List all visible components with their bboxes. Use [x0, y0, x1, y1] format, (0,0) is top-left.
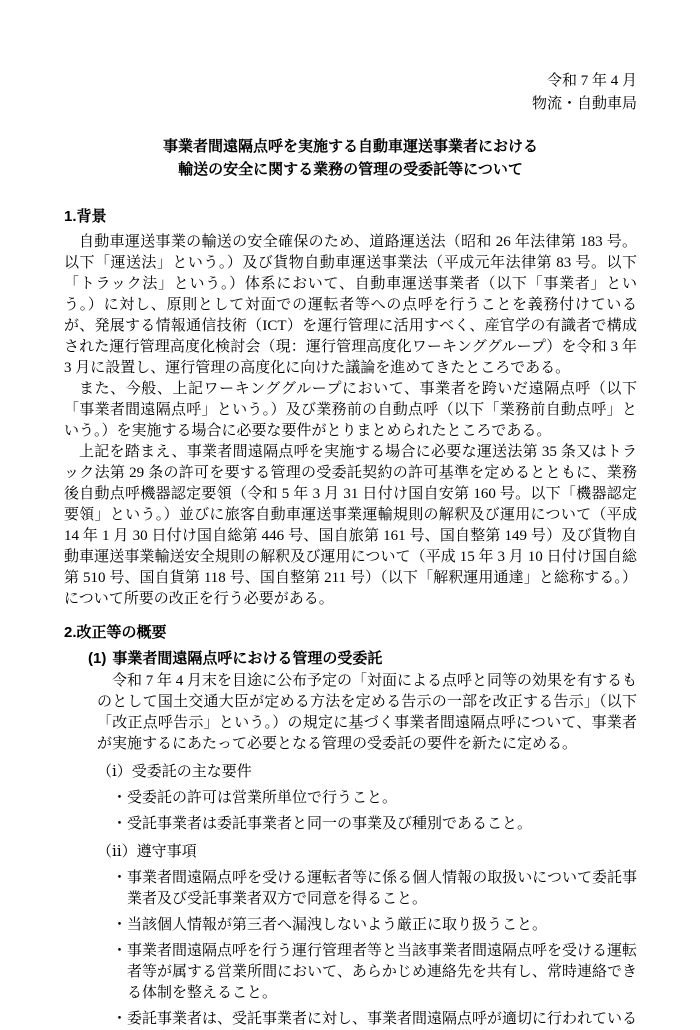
requirements-list-item: ・受託事業者は委託事業者と同一の事業及び種別であること。 [112, 815, 533, 832]
background-paragraph-1: 自動車運送事業の輸送の安全確保のため、道路運送法（昭和 26 年法律第 183 号。以下「運送法」という。）及び貨物自動車運送事業法（平成元年法律第 83 号。以下「トラック法」という。）体系において、自動車運送事業者（以下「事業者」という。）に対し、原則として対面での運転者等への点呼を行うことを義務付けているが、発展する情報通信技術（ICT）を運行管理に活用すべく、産官学の有識者で構成された運行管理高度化検討会（現：運行管理高度化ワーキンググループ）を令和 3 年 3 月に設置し、運行管理の高度化に向けた議論を進めてきたところである。 [64, 233, 637, 376]
requirements-list-item: ・受委託の許可は営業所単位で行うこと。 [112, 789, 398, 806]
compliance-list-item: ・委託事業者は、受託事業者に対し、事業者間遠隔点呼が適切に行われている [112, 1010, 638, 1027]
subsection1-title: 事業者間遠隔点呼における管理の受委託 [112, 649, 383, 667]
doc-bureau: 物流・自動車局 [531, 95, 637, 112]
doc-title-line1: 事業者間遠隔点呼を実施する自動車運送事業者における [162, 138, 538, 155]
compliance-list-item: ・当該個人情報が第三者へ漏洩しないよう厳正に取り扱うこと。 [112, 916, 548, 933]
section2-heading: 2.改正等の概要 [64, 623, 167, 641]
compliance-heading: （ⅱ）遵守事項 [97, 843, 197, 860]
background-paragraph-2: また、今般、上記ワーキンググループにおいて、事業者を跨いだ遠隔点呼（以下「事業者間遠隔点呼」という。）及び業務前の自動点呼（以下「業務前自動点呼」という。）を実施する場合に必要な要件がとりまとめられたところである。 [64, 380, 637, 439]
overview-paragraph-1: 令和 7 年 4 月末を目途に公布予定の「対面による点呼と同等の効果を有するものとして国土交通大臣が定める方法を定める告示の一部を改正する告示」（以下「改正点呼告示」という。）の規定に基づく事業者間遠隔点呼について、事業者が実施するにあたって必要となる管理の受委託の要件を新たに定める。 [97, 672, 638, 752]
section-background [64, 206, 637, 610]
subsection1-label: (1) [88, 649, 107, 667]
section-overview [64, 622, 637, 1030]
background-paragraph-3: 上記を踏まえ、事業者間遠隔点呼を実施する場合に必要な運送法第 35 条又はトラック法第 29 条の許可を要する管理の受委託契約の許可基準を定めるとともに、業務後自動点呼機器認定要領（令和 5 年 3 月 31 日付け国自安第 160 号。以下「機器認定要領」という。）並びに旅客自動車運送事業運輸規則の解釈及び運用について（平成 14 年 1 月 30 日付け国自総第 446 号、国自旅第 161 号、国自整第 149 号）及び貨物自動車運送事業輸送安全規則の解釈及び運用について（平成 15 年 3 月 10 日付け国自総第 510 号、国自貨第 118 号、国自整第 211 号）（以下「解釈運用通達」と総称する。）について所要の改正を行う必要がある。 [64, 443, 637, 607]
compliance-list-item: ・事業者間遠隔点呼を行う運行管理者等と当該事業者間遠隔点呼を受ける運転者等が属する営業所間において、あらかじめ連絡先を共有し、常時連絡できる体制を整えること。 [112, 942, 638, 1001]
compliance-list-item: ・事業者間遠隔点呼を受ける運転者等に係る個人情報の取扱いについて委託事業者及び受託事業者双方で同意を得ること。 [112, 869, 637, 907]
section1-heading: 1.背景 [64, 207, 107, 225]
subsection1-heading [88, 648, 637, 669]
doc-date: 令和 7 年 4 月 [546, 73, 637, 89]
doc-title-line2: 輸送の安全に関する業務の管理の受委託等について [178, 161, 523, 179]
requirements-heading: （ⅰ）受委託の主な要件 [97, 763, 252, 780]
doc-title [64, 135, 637, 182]
doc-header [64, 70, 637, 115]
